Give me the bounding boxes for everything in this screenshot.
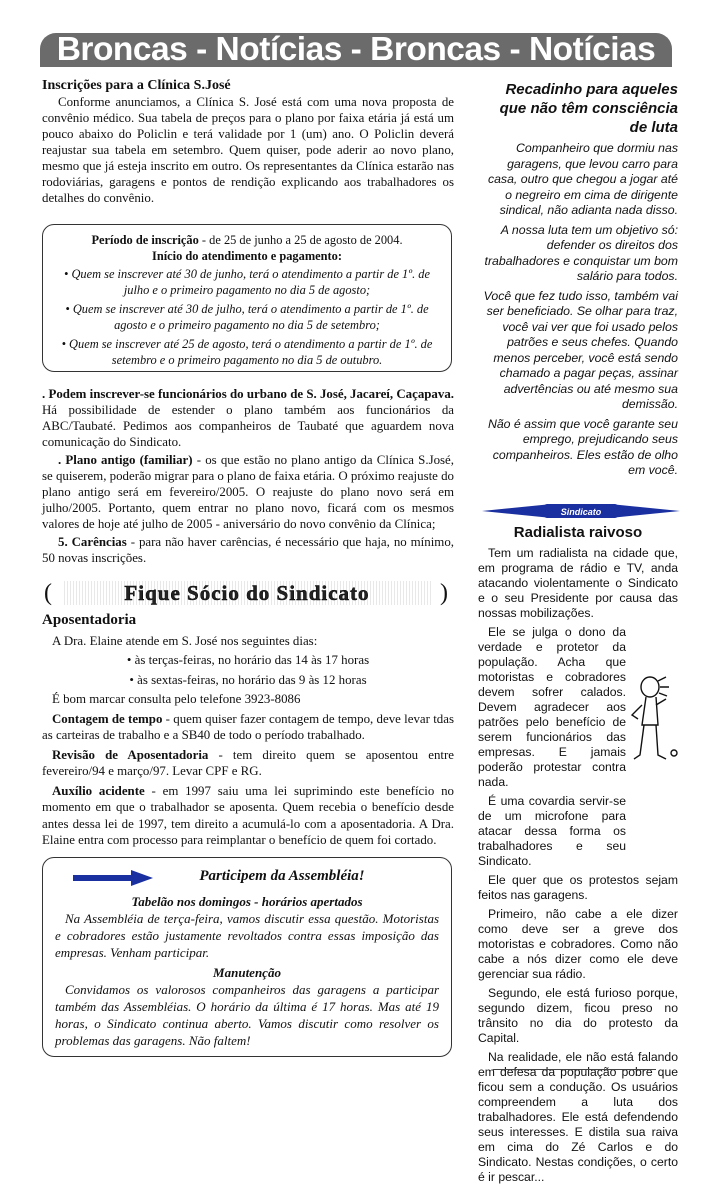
- close-paren: ): [440, 580, 448, 606]
- tabelao-text: Na Assembléia de terça-feira, vamos discutir essa questão. Motoristas e cobradores estão justamente revoltados contra essas imposição das empresas. Venham participar.: [55, 911, 439, 960]
- fique-socio-banner: [44, 580, 450, 608]
- periodo-line: [53, 232, 441, 248]
- inscricao-bullet: • Quem se inscrever até 30 de junho, terá o atendimento a partir de 1º. de julho e o primeiro pagamento no dia 5 de agosto;: [64, 267, 430, 297]
- p1-prefix: . Podem inscrever-se funcionários do urbano de: [42, 387, 307, 401]
- aposentadoria-intro: A Dra. Elaine atende em S. José nos seguintes dias:: [52, 633, 318, 648]
- contagem-text: - quem quiser fazer contagem de tempo, deve levar tdas as carteiras de trabalho e a SB40 de todo o período trabalhado.: [42, 711, 454, 742]
- manutencao-text: Convidamos os valorosos companheiros das garagens a participar também das Assembléias. O horário da última é 17 horas. Mas até 19 horas, o Sindicato continua aberto. Vamos discutir como resolver os problemas das garagens. Não faltem!: [55, 982, 439, 1048]
- auxilio-text: - em 1997 saiu uma lei suprimindo este benefício no momento em que o trabalhador se aposenta. Quem recebia o benefício desde antes dessa lei de 1997, tem direito a acumulá-lo com a aposentadoria. A Dra. Elaine entra com processo para reimplantar o benefício de quem foi cortado.: [42, 783, 454, 847]
- phone-line: É bom marcar consulta pelo telefone 3923-8086: [52, 692, 301, 706]
- periodo-label: Período de inscrição: [91, 233, 199, 247]
- radialista-paragraph: Na realidade, ele não está falando em defesa da população pobre que ficou sem a condução. Os usuários compreendem a luta dos trabalhadores. Ele está defendendo seus interesses. E distila sua raiva em cima do Zé Carlos e do Sindicato. Nestas condições, o certo é ir pescar...: [478, 1050, 678, 1184]
- auxilio-paragraph: [42, 783, 454, 849]
- p1-cities: S. José, Jacareí, Caçapava.: [306, 387, 454, 401]
- assembleia-title: Participem da Assembléia!: [199, 868, 365, 884]
- section-banner: [40, 33, 672, 67]
- arrow-right-icon: [73, 870, 153, 886]
- fique-socio-text: Fique Sócio do Sindicato: [62, 581, 432, 605]
- p3-bold: 5. Carências: [58, 535, 127, 549]
- radialista-paragraph: Tem um radialista na cidade que, em programa de rádio e TV, anda atacando violentamente o Sindicato e o seu Presidente por causa das nossas mobilizações.: [478, 546, 678, 620]
- radialista-paragraph: Ele se julga o dono da verdade e protetor da população. Acha que motoristas e cobradores devem sofrer calados. Devem agradecer aos patrões pelo benefício de serem funcionários das empresas. E jamais poderão protestar contra nada.: [478, 625, 626, 789]
- recadinho-section: [478, 80, 678, 483]
- radialista-paragraph: Segundo, ele está furioso porque, segundo dizem, ficou preso no trânsito no dia do protesto da Capital.: [478, 986, 678, 1045]
- inicio-title: Início do atendimento e pagamento:: [152, 249, 342, 263]
- plano-antigo-paragraph: [42, 452, 454, 532]
- aposentadoria-section: [42, 612, 454, 849]
- inscricao-bullet: • Quem se inscrever até 30 de julho, terá o atendimento a partir de 1º. de agosto e o primeiro pagamento no dia 5 de setembro;: [65, 302, 429, 332]
- contagem-label: Contagem de tempo: [52, 711, 163, 726]
- bottom-divider: [493, 1069, 656, 1070]
- angry-man-cartoon-icon: [628, 675, 680, 765]
- carencias-paragraph: [42, 534, 454, 566]
- revisao-label: Revisão de Aposentadoria: [52, 747, 209, 762]
- clinica-section: [42, 78, 454, 206]
- contagem-paragraph: [42, 711, 454, 744]
- periodo-value: - de 25 de junho a 25 de agosto de 2004.: [198, 233, 403, 247]
- recadinho-title: Recadinho para aqueles que não têm consciência de luta: [499, 81, 678, 136]
- aposentadoria-title: Aposentadoria: [42, 612, 137, 628]
- radialista-title: Radialista raivoso: [513, 524, 643, 541]
- inscricao-box: [42, 224, 452, 372]
- p2-rest: - os que estão no plano antigo da Clínica S.José, se quiserem, poderão migrar para o plano de faixa etária. O próximo reajuste do plano antigo será em fevereiro/2005. O reajuste do plano novo será em julho/2005. Portanto, quem entrar no plano novo, ficará com os mesmos valores de hoje até julho de 2005 - aniversário do novo convênio da Clínica;: [42, 453, 454, 531]
- radialista-paragraph: É uma covardia servir-se de um microfone para atacar dessa forma os trabalhadores e seu Sindicato.: [478, 794, 626, 868]
- recadinho-paragraph: A nossa luta tem um objetivo só: defender os direitos dos trabalhadores e conquistar um bom salário para todos.: [484, 222, 678, 283]
- urbano-paragraph: [42, 386, 454, 450]
- emblem-text: Sindicato: [560, 507, 602, 517]
- schedule-item: • às terças-feiras, no horário das 14 às 17 horas: [126, 653, 370, 667]
- revisao-text: - tem direito quem se aposentou entre fevereiro/94 e março/97. Levar CPF e RG.: [42, 747, 454, 778]
- clinica-intro: Conforme anunciamos, a Clínica S. José está com uma nova proposta de convênio médico. Sua tabela de preços para o plano por faixa etária já está um pouco abaixo do Policlin e terá validade por 1 (um) ano. O Policlin deverá reajustar sua tabela em setembro. Quem quiser, pode aderir ao novo plano, mesmo que já esteja inscrito em outro. Os representantes da Clínica estarão nas rodoviárias, garagens e pontos de rendição explicando aos trabalhadores os detalhes do convênio.: [42, 95, 454, 205]
- p2-bold: . Plano antigo (familiar): [58, 453, 193, 467]
- radialista-section: [478, 546, 678, 1189]
- p3-rest: - para não haver carências, é necessário que haja, no mínimo, 50 novas inscrições.: [42, 535, 454, 565]
- banner-text: Broncas - Notícias - Broncas - Notícias: [56, 33, 656, 67]
- tabelao-subtitle: Tabelão nos domingos - horários apertados: [131, 894, 363, 909]
- auxilio-label: Auxílio acidente: [52, 783, 145, 798]
- schedule-item: • às sextas-feiras, no horário das 9 às 12 horas: [129, 672, 367, 687]
- revisao-paragraph: [42, 747, 454, 780]
- open-paren: (: [44, 580, 52, 606]
- radialista-paragraph: Ele quer que os protestos sejam feitos nas garagens.: [478, 873, 678, 902]
- recadinho-paragraph: Você que fez tudo isso, também vai ser beneficiado. Se olhar para traz, você vai ver que foi usado pelos patrões e seus chefes. Quando menos perceber, você está sendo chamado a pagar peças, assinar advertências ou até mesmo sua demissão.: [483, 288, 678, 411]
- details-section: [42, 386, 454, 566]
- p1-rest: Há possibilidade de estender o plano também aos funcionários da ABC/Taubaté. Pedimos aos companheiros de Taubaté que aguardem nova comunicação do Sindicato.: [42, 403, 454, 449]
- recadinho-paragraph: Não é assim que você garante seu emprego, prejudicando seus companheiros. Eles estão de olho em você.: [487, 416, 678, 477]
- assembleia-box: [42, 857, 452, 1057]
- recadinho-paragraph: Companheiro que dormiu nas garagens, que levou carro para casa, outro que chegou a jogar até o negreiro em cima de dirigente sindical, não adianta nada disso.: [487, 141, 678, 217]
- clinica-title: Inscrições para a Clínica S.José: [42, 78, 231, 93]
- radialista-paragraph: Primeiro, não cabe a ele dizer como deve ser a greve dos motoristas e cobradores. Como não cabe a nós dizer como ele deve gerenciar sua rádio.: [478, 907, 678, 981]
- manutencao-subtitle: Manutenção: [213, 965, 281, 980]
- sindicato-emblem-divider: [482, 502, 680, 520]
- inscricao-bullet: • Quem se inscrever até 25 de agosto, terá o atendimento a partir de 1º. de setembro e o primeiro pagamento no dia 5 de outubro.: [61, 337, 433, 367]
